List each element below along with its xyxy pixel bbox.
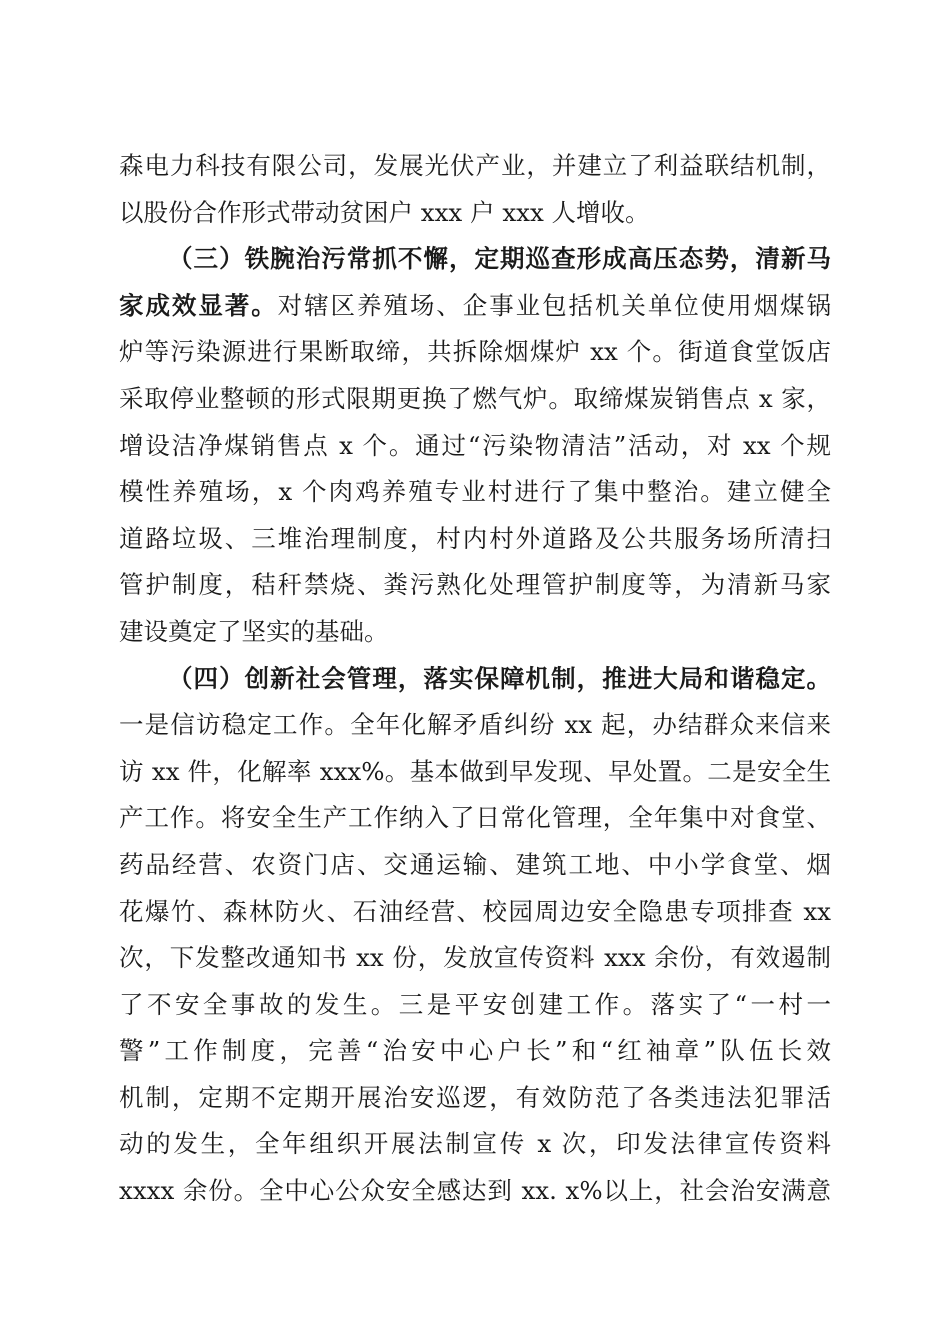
text-line [119,1028,831,1075]
body-text-run: 管护制度，秸秆禁烧、粪污熟化处理管护制度等，为清新马家 [119,570,831,600]
text-line [119,749,831,796]
text-line [119,329,831,376]
text-line [119,190,831,237]
body-text-run: 次，下发整改通知书 xx 份，发放宣传资料 xxx 余份，有效遏制 [119,943,831,973]
body-text-run: 建设奠定了坚实的基础。 [119,616,389,646]
body-text-run: 增设洁净煤销售点 x 个。通过“污染物清洁”活动，对 xx 个规 [119,430,831,460]
body-text-run: 以股份合作形式带动贫困户 xxx 户 xxx 人增收。 [119,197,650,227]
text-line [119,562,831,609]
body-text-run: 访 xx 件，化解率 xxx%。基本做到早发现、早处置。二是安全生 [119,756,831,786]
body-text-run: 花爆竹、森林防火、石油经营、校园周边安全隐患专项排查 xx [119,896,831,926]
body-text-run: 一是信访稳定工作。全年化解矛盾纠纷 xx 起，办结群众来信来 [119,710,831,740]
body-text-run: 动的发生，全年组织开展法制宣传 x 次，印发法律宣传资料 [119,1129,831,1159]
body-text [119,143,831,1215]
body-text-run: 机制，定期不定期开展治安巡逻，有效防范了各类违法犯罪活 [119,1082,831,1112]
body-text-run: 模性养殖场，x 个肉鸡养殖专业村进行了集中整治。建立健全 [119,477,831,507]
text-line [119,982,831,1029]
text-line [119,423,831,470]
text-line [119,842,831,889]
body-text-run: 森电力科技有限公司，发展光伏产业，并建立了利益联结机制， [119,151,831,180]
text-line [119,283,831,330]
section-heading-line [119,236,831,283]
body-text-run: 药品经营、农资门店、交通运输、建筑工地、中小学食堂、烟 [119,849,831,879]
text-line [119,376,831,423]
body-text-run: xxxx 余份。全中心公众安全感达到 xx. x%以上，社会治安满意 [119,1176,831,1206]
body-text-run: 道路垃圾、三堆治理制度，村内村外道路及公共服务场所清扫 [119,523,831,553]
text-line [119,1121,831,1168]
text-line [119,516,831,563]
body-text-run: 采取停业整顿的形式限期更换了燃气炉。取缔煤炭销售点 x 家， [119,383,831,413]
text-line [119,889,831,936]
text-line [119,1075,831,1122]
text-line [119,935,831,982]
text-line [119,795,831,842]
heading-text: （三）铁腕治污常抓不懈，定期巡查形成高压态势，清新马 [168,244,831,274]
body-text-run: 炉等污染源进行果断取缔，共拆除烟煤炉 xx 个。街道食堂饭店 [119,337,831,367]
text-line [119,609,831,656]
text-line [119,143,831,190]
body-text-run: 警”工作制度，完善“治安中心户长”和“红袖章”队伍长效 [119,1036,831,1066]
heading-text: 家成效显著。 [119,290,278,320]
body-text-run: 产工作。将安全生产工作纳入了日常化管理，全年集中对食堂、 [119,803,831,833]
heading-text: （四）创新社会管理，落实保障机制，推进大局和谐稳定。 [168,663,831,693]
text-line [119,469,831,516]
text-line [119,702,831,749]
text-line [119,1168,831,1215]
body-text-run: 对辖区养殖场、企事业包括机关单位使用烟煤锅 [277,290,832,320]
section-heading-line [119,656,831,703]
body-text-run: 了不安全事故的发生。三是平安创建工作。落实了“一村一 [119,989,831,1019]
